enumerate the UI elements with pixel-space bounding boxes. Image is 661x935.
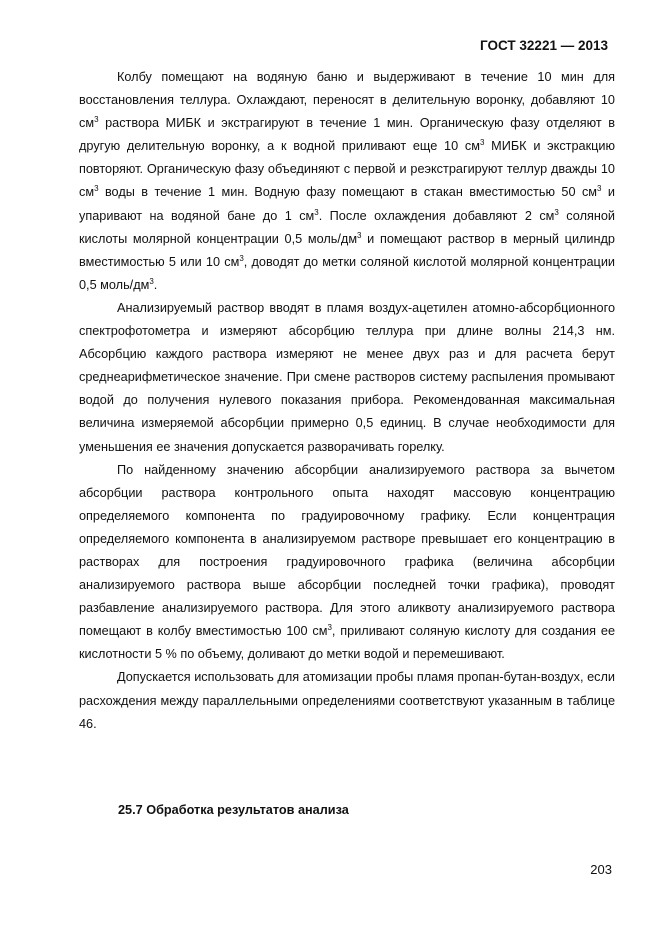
paragraph-3: По найденному значению абсорбции анализируемого раствора за вычетом абсорбции раствора контрольного опыта находят массовую концентрацию определяемого компонента по градуировочному графику. Если концентрация определяемого компонента в анализируемом растворе превышает его концентрацию в растворах для построения градуировочного графика (величина абсорбции анализируемого раствора выше абсорбции последней точки графика), проводят разбавление анализируемого раствора. Для этого аликвоту анализируемого раствора помещают в колбу вместимостью 100 $см^3$, приливают соляную кислоту для создания ее кислотности 5 % по объему, доливают до метки водой и перемешивают.: [79, 462, 615, 662]
document-body: [79, 66, 615, 736]
document-header: ГОСТ 32221 — 2013: [480, 38, 608, 53]
page-number: 203: [590, 862, 612, 877]
section-heading: 25.7 Обработка результатов анализа: [118, 803, 349, 817]
paragraph-1: Колбу помещают на водяную баню и выдерживают в течение 10 мин для восстановления теллура. Охлаждают, переносят в делительную воронку, добавляют 10 $см^3$ раствора МИБК и экстрагируют в течение 1 мин. Органическую фазу отделяют в другую делительную воронку, а к водной приливают еще 10 $см^3$ МИБК и экстракцию повторяют. Органическую фазу объединяют с первой и реэкстрагируют теллур дважды 10 $см^3$ воды в течение 1 мин. Водную фазу помещают в стакан вместимостью 50 $см^3$ и упаривают на водяной бане до 1 $см^3$. После охлаждения добавляют 2 $см^3$ соляной кислоты молярной концентрации 0,5 моль/$дм^3$ и помещают раствор в мерный цилиндр вместимостью 5 или 10 $см^3$, доводят до метки соляной кислотой молярной концентрации 0,5 моль/$дм^3$.: [79, 70, 616, 292]
paragraph-2: Анализируемый раствор вводят в пламя воздух-ацетилен атомно-абсорбционного спектрофотометра и измеряют абсорбцию теллура при длине волны 214,3 нм. Абсорбцию каждого раствора измеряют не менее двух раз и для расчета берут среднеарифметическое значение. При смене растворов систему распыления промывают водой до получения нулевого показания прибора. Рекомендованная максимальная величина измеряемой абсорбции примерно 0,5 единиц. В случае необходимости для уменьшения ее значения допускается разворачивать горелку.: [79, 300, 615, 454]
paragraph-4: Допускается использовать для атомизации пробы пламя пропан-бутан-воздух, если расхождения между параллельными определениями соответствуют указанным в таблице 46.: [79, 670, 615, 731]
